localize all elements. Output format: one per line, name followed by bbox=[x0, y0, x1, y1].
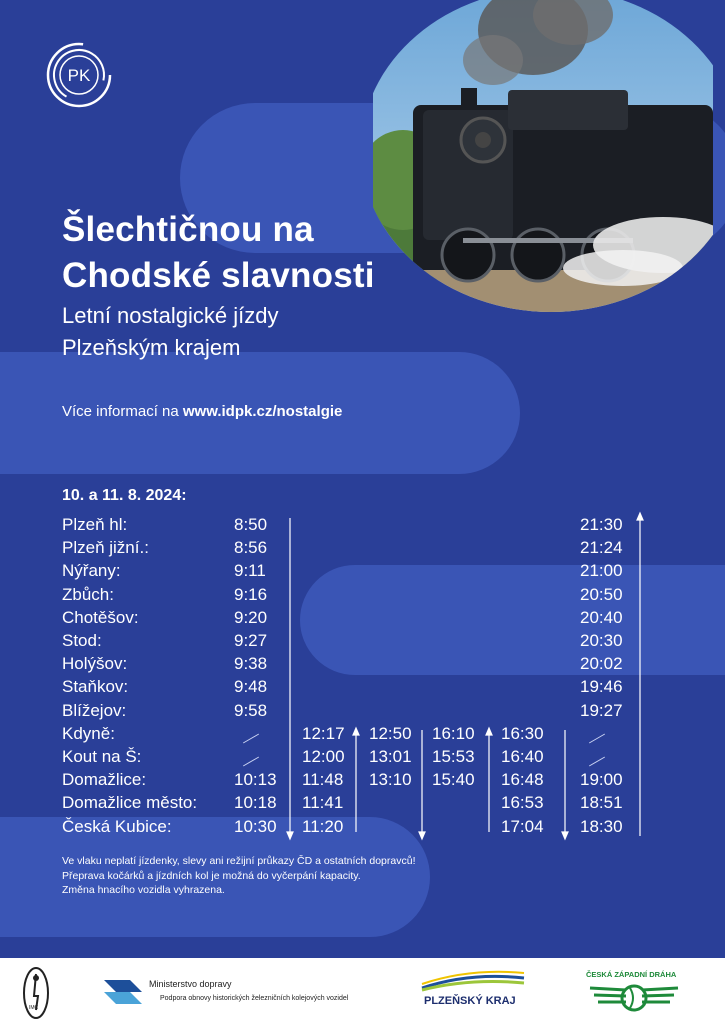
departure-time: 16:30 bbox=[501, 723, 544, 743]
departure-time: 20:50 bbox=[580, 584, 623, 604]
departure-time: 17:04 bbox=[501, 816, 544, 836]
departure-time: 9:38 bbox=[234, 654, 268, 674]
departure-time: 11:20 bbox=[302, 816, 344, 836]
ministry-subtitle: Podpora obnovy historických železničních kolejových vozidel bbox=[160, 995, 349, 1002]
departure-time: 18:30 bbox=[580, 816, 623, 836]
czd-winged-wheel-logo bbox=[588, 980, 680, 1016]
pk-logo-text: PK bbox=[67, 66, 91, 85]
imc-logo-text: IMC bbox=[29, 1005, 39, 1011]
station-name: Blížejov: bbox=[62, 700, 127, 720]
note-2: Přeprava kočárků a jízdních kol je možná do vyčerpání kapacity. bbox=[62, 869, 361, 882]
arrow-head-down-col5 bbox=[562, 832, 568, 839]
arrow-head-down-col1 bbox=[287, 832, 293, 839]
station-name: Kout na Š: bbox=[62, 747, 142, 766]
notes bbox=[62, 854, 415, 898]
station-name: Nýřany: bbox=[62, 561, 121, 581]
departure-time: 16:48 bbox=[501, 770, 544, 790]
departure-time: 11:48 bbox=[302, 770, 344, 790]
note-3: Změna hnacího vozidla vyhrazena. bbox=[62, 884, 225, 896]
title-line-1: Šlechtičnou na bbox=[62, 210, 314, 249]
departure-time: 9:58 bbox=[234, 700, 268, 720]
arrow-head-up-col4 bbox=[486, 728, 492, 735]
ministry-title: Ministerstvo dopravy bbox=[149, 979, 232, 989]
departure-time: 10:30 bbox=[234, 816, 277, 836]
departure-time: 11:41 bbox=[302, 793, 344, 813]
departure-time: 12:50 bbox=[369, 723, 412, 743]
departure-time: 21:00 bbox=[580, 561, 623, 581]
info-url-link[interactable]: www.idpk.cz/nostalgie bbox=[182, 403, 343, 420]
departure-time: 19:46 bbox=[580, 677, 623, 697]
station-name: Plzeň jižní.: bbox=[62, 538, 149, 558]
departure-time: 15:53 bbox=[432, 747, 475, 766]
station-name: Domažlice město: bbox=[62, 793, 198, 813]
info-prefix: Více informací na bbox=[62, 403, 183, 420]
ministry-transport-logo bbox=[104, 974, 148, 1010]
departure-time: 20:30 bbox=[580, 631, 623, 650]
departure-time: 19:27 bbox=[580, 700, 623, 720]
station-name: Zbůch: bbox=[62, 584, 114, 604]
departure-time: 21:24 bbox=[580, 538, 623, 558]
departure-time: 16:10 bbox=[432, 723, 475, 743]
departure-time: 10:13 bbox=[234, 770, 277, 790]
arrow-head-up-col3 bbox=[353, 728, 359, 735]
departure-time: 19:00 bbox=[580, 770, 623, 790]
station-name: Plzeň hl: bbox=[62, 515, 128, 534]
departure-time: 8:56 bbox=[234, 538, 268, 558]
imc-logo bbox=[22, 966, 50, 1020]
station-name: Stod: bbox=[62, 631, 102, 650]
station-name: Kdyně: bbox=[62, 723, 115, 743]
note-1: Ve vlaku neplatí jízdenky, slevy ani režijní průkazy ČD a ostatních dopravců! bbox=[62, 855, 416, 867]
plzensky-kraj-swoosh bbox=[420, 970, 526, 992]
departure-time: 10:18 bbox=[234, 793, 277, 813]
sponsor-footer bbox=[0, 958, 725, 1024]
departure-time: 9:11 bbox=[234, 561, 266, 581]
arrow-head-down-col3 bbox=[419, 832, 425, 839]
departure-time: 9:48 bbox=[234, 677, 268, 697]
arrow-head-up-col6 bbox=[637, 513, 643, 520]
subtitle-line-1: Letní nostalgické jízdy bbox=[62, 303, 279, 328]
departure-time: 16:53 bbox=[501, 793, 544, 813]
plzensky-kraj-text: PLZEŇSKÝ KRAJ bbox=[424, 995, 516, 1007]
departure-time: 9:20 bbox=[234, 607, 268, 627]
departure-time: 16:40 bbox=[501, 747, 544, 766]
title-line-2: Chodské slavnosti bbox=[62, 256, 375, 295]
departure-time: 18:51 bbox=[580, 793, 623, 813]
station-name: Chotěšov: bbox=[62, 607, 139, 627]
station-name: Česká Kubice: bbox=[62, 816, 172, 836]
departure-time: 13:10 bbox=[369, 770, 412, 790]
station-name: Holýšov: bbox=[62, 654, 128, 674]
departure-time: 9:27 bbox=[234, 631, 268, 650]
departure-time: 13:01 bbox=[369, 747, 412, 766]
station-name: Staňkov: bbox=[62, 677, 129, 697]
czd-title: ČESKÁ ZÁPADNÍ DRÁHA bbox=[586, 970, 677, 979]
departure-time: 21:30 bbox=[580, 515, 623, 534]
departure-time: 8:50 bbox=[234, 515, 268, 534]
station-name: Domažlice: bbox=[62, 770, 147, 790]
departure-time: 20:02 bbox=[580, 654, 623, 674]
departure-time: 9:16 bbox=[234, 584, 268, 604]
departure-time: 12:17 bbox=[302, 723, 345, 743]
departure-time: 15:40 bbox=[432, 770, 475, 790]
departure-time: 20:40 bbox=[580, 607, 623, 627]
subtitle-line-2: Plzeňským krajem bbox=[62, 335, 241, 360]
dates-heading: 10. a 11. 8. 2024: bbox=[62, 487, 187, 504]
departure-time: 12:00 bbox=[302, 747, 345, 766]
